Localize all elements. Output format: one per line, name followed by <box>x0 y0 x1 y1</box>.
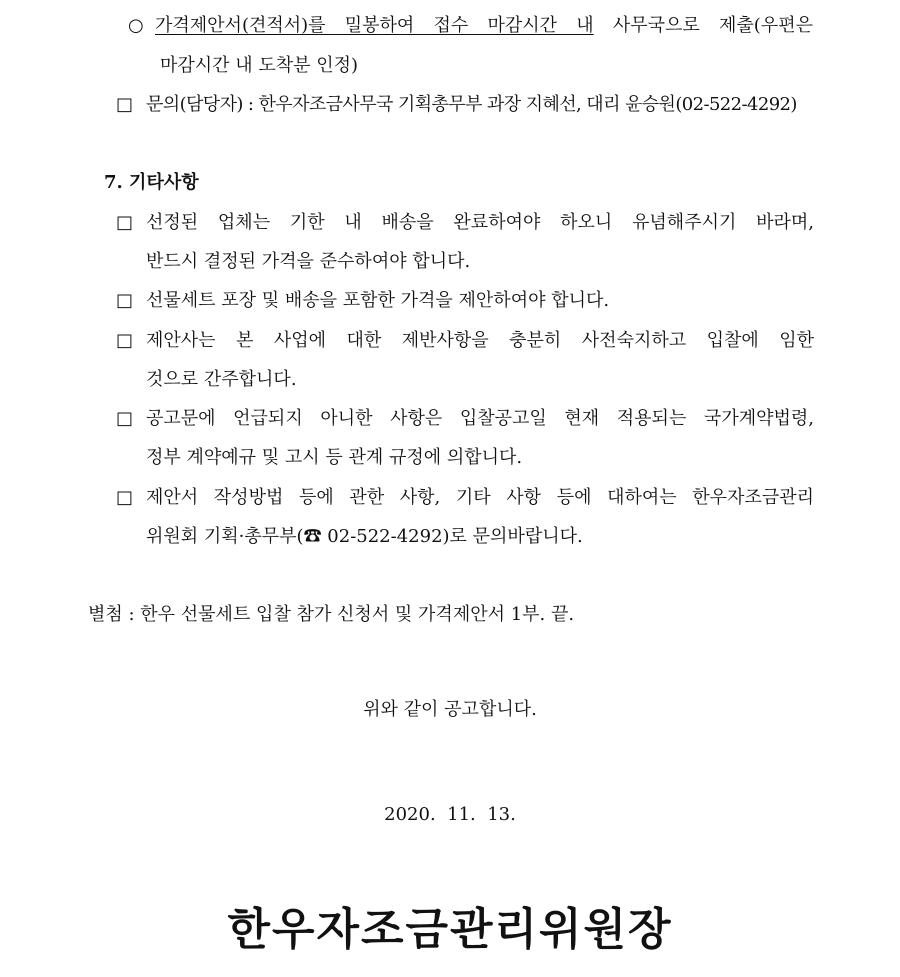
section-7-item-4-line-1: 공고문에 언급되지 아니한 사항은 입찰공고일 현재 적용되는 국가계약법령, <box>146 408 814 429</box>
square-bullet-icon: □ <box>116 408 134 429</box>
square-bullet-icon: □ <box>116 330 134 351</box>
circle-bullet-icon: ○ <box>128 15 144 36</box>
submission-underlined-text: 가격제안서(견적서)를 밀봉하여 접수 마감시간 내 <box>155 15 594 36</box>
section-7-item-5-line-2: 위원회 기획·총무부(☎ 02-522-4292)로 문의바랍니다. <box>146 526 583 547</box>
section-7-item-5-line-1: 제안서 작성방법 등에 관한 사항, 기타 사항 등에 대하여는 한우자조금관리 <box>146 487 814 508</box>
section-7-item-2-line-1: 선물세트 포장 및 배송을 포함한 가격을 제안하여야 합니다. <box>146 290 610 311</box>
section-7-item-1-line-1: 선정된 업체는 기한 내 배송을 완료하여야 하오니 유념해주시기 바라며, <box>146 212 814 233</box>
contact-text: 문의(담당자) : 한우자조금사무국 기획총무부 과장 지혜선, 대리 윤승원(02-522-4292) <box>146 94 797 115</box>
submission-line-1 <box>155 14 813 38</box>
square-bullet-icon: □ <box>116 487 134 508</box>
submission-line-2: 마감시간 내 도착분 인정) <box>160 55 359 76</box>
attachment-text: 별첨 : 한우 선물세트 입찰 참가 신청서 및 가격제안서 1부. 끝. <box>88 604 575 625</box>
square-bullet-icon: □ <box>116 290 134 311</box>
submission-rest-text: 사무국으로 제출(우편은 <box>593 15 813 36</box>
issuer-signature: 한우자조금관리위원장 <box>227 904 673 955</box>
section-7-item-3-line-2: 것으로 간주합니다. <box>146 369 297 390</box>
section-7-item-1-line-2: 반드시 결정된 가격을 준수하여야 합니다. <box>146 251 471 272</box>
date-text: 2020. 11. 13. <box>384 804 516 825</box>
square-bullet-icon: □ <box>116 212 134 233</box>
section-7-item-4-line-2: 정부 계약예규 및 고시 등 관계 규정에 의합니다. <box>146 447 523 468</box>
section-7-item-3-line-1: 제안사는 본 사업에 대한 제반사항을 충분히 사전숙지하고 입찰에 임한 <box>146 330 814 351</box>
section-7-title: 7. 기타사항 <box>104 172 199 193</box>
square-bullet-icon: □ <box>116 94 134 115</box>
closing-text: 위와 같이 공고합니다. <box>363 699 537 720</box>
